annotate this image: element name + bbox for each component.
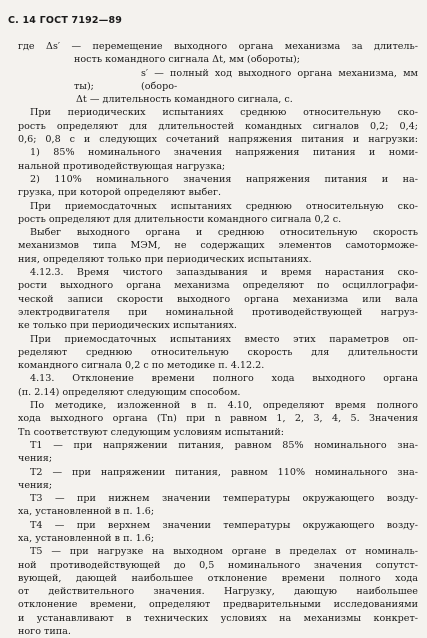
text-line: T4 — при верхнем значении температуры окружающего возду- xyxy=(30,519,418,531)
text-line: ного типа. xyxy=(18,626,71,638)
text-line: Выбег выходного органа и среднюю относительную скорость xyxy=(30,227,418,239)
text-line: хода выходного органа (Tn) при n равном 1, 2, 3, 4, 5. Значения xyxy=(18,413,418,425)
text-line: При приемосдаточных испытаниях вместо этих параметров оп- xyxy=(30,333,418,345)
text-line: При приемосдаточных испытаниях среднюю относительную ско- xyxy=(30,200,418,212)
text-line: Δt — длительность командного сигнала, с. xyxy=(76,94,293,106)
document-body xyxy=(18,40,418,638)
text-line: рости выходного органа механизма определяют по осциллографи- xyxy=(18,280,418,292)
text-line: T1 — при напряжении питания, равном 85% номинального зна- xyxy=(30,439,418,451)
text-line: ческой записи скорости выходного органа механизма или вала xyxy=(18,293,418,305)
text-line: 4.13. Отклонение времени полного хода выходного органа xyxy=(30,373,418,385)
text-line: При периодических испытаниях среднюю относительную ско- xyxy=(30,107,418,119)
text-line: ха, установленной в п. 1.6; xyxy=(18,506,155,518)
text-line: ния, определяют только при периодических испытаниях. xyxy=(18,253,312,265)
text-line: нальной противодействующая нагрузка; xyxy=(18,160,226,172)
text-line: По методике, изложенной в п. 4.10, определяют время полного xyxy=(30,400,418,412)
text-line: вующей, дающей наибольшее отклонение времени полного хода xyxy=(18,572,418,584)
text-line: командного сигнала 0,2 с по методике п. 4.12.2. xyxy=(18,360,265,372)
text-line: 0,6; 0,8 с и следующих сочетаний напряжения питания и нагрузки: xyxy=(18,134,418,146)
page-header: С. 14 ГОСТ 7192—89 xyxy=(8,15,123,26)
text-line: ность командного сигнала Δt, мм (обороты); xyxy=(74,54,300,66)
text-line: где Δs′ — перемещение выходного органа механизма за длитель- xyxy=(18,41,418,52)
text-line: чения; xyxy=(18,453,53,465)
text-line: ты); xyxy=(74,80,94,92)
text-line: ной противодействующей до 0,5 номинального значения сопутст- xyxy=(18,559,418,571)
text-line: ха, установленной в п. 1.6; xyxy=(18,532,155,544)
text-line: рость определяют для длительности командного сигнала 0,2 с. xyxy=(18,213,342,225)
text-line: T2 — при напряжении питания, равном 110% номинального зна- xyxy=(30,466,418,478)
text-line: от действительного значения. Нагрузку, дающую наибольшее xyxy=(18,586,418,598)
text-line: ке только при периодических испытаниях. xyxy=(18,320,237,332)
text-line: отклонение времени, определяют предварительными исследованиями xyxy=(18,599,418,611)
text-line: Tn соответствуют следующим условиям испытаний: xyxy=(18,426,285,438)
text-line: электродвигателя при номинальной противодействующей нагруз- xyxy=(18,306,418,318)
text-line: (п. 2.14) определяют следующим способом. xyxy=(18,386,241,398)
text-line: T3 — при нижнем значении температуры окружающего возду- xyxy=(30,493,418,505)
text-line: s′ — полный ход выходного органа механизма, мм (оборо- xyxy=(141,67,418,92)
text-line: чения; xyxy=(18,479,53,491)
text-line: 1) 85% номинального значения напряжения питания и номи- xyxy=(30,147,418,159)
text-line: механизмов типа МЭМ, не содержащих элементов самоторможе- xyxy=(18,240,418,252)
text-line: T5 — при нагрузке на выходном органе в пределах от номиналь- xyxy=(30,546,418,558)
text-line: 4.12.3. Время чистого запаздывания и время нарастания ско- xyxy=(30,267,418,279)
text-line: грузка, при которой определяют выбег. xyxy=(18,187,222,199)
text-line: и устанавливают в технических условиях на механизмы конкрет- xyxy=(18,612,418,624)
text-line: рость определяют для длительностей командных сигналов 0,2; 0,4; xyxy=(18,120,418,132)
text-line: ределяют среднюю относительную скорость для длительности xyxy=(18,346,418,358)
text-line: 2) 110% номинального значения напряжения питания и на- xyxy=(30,173,418,185)
